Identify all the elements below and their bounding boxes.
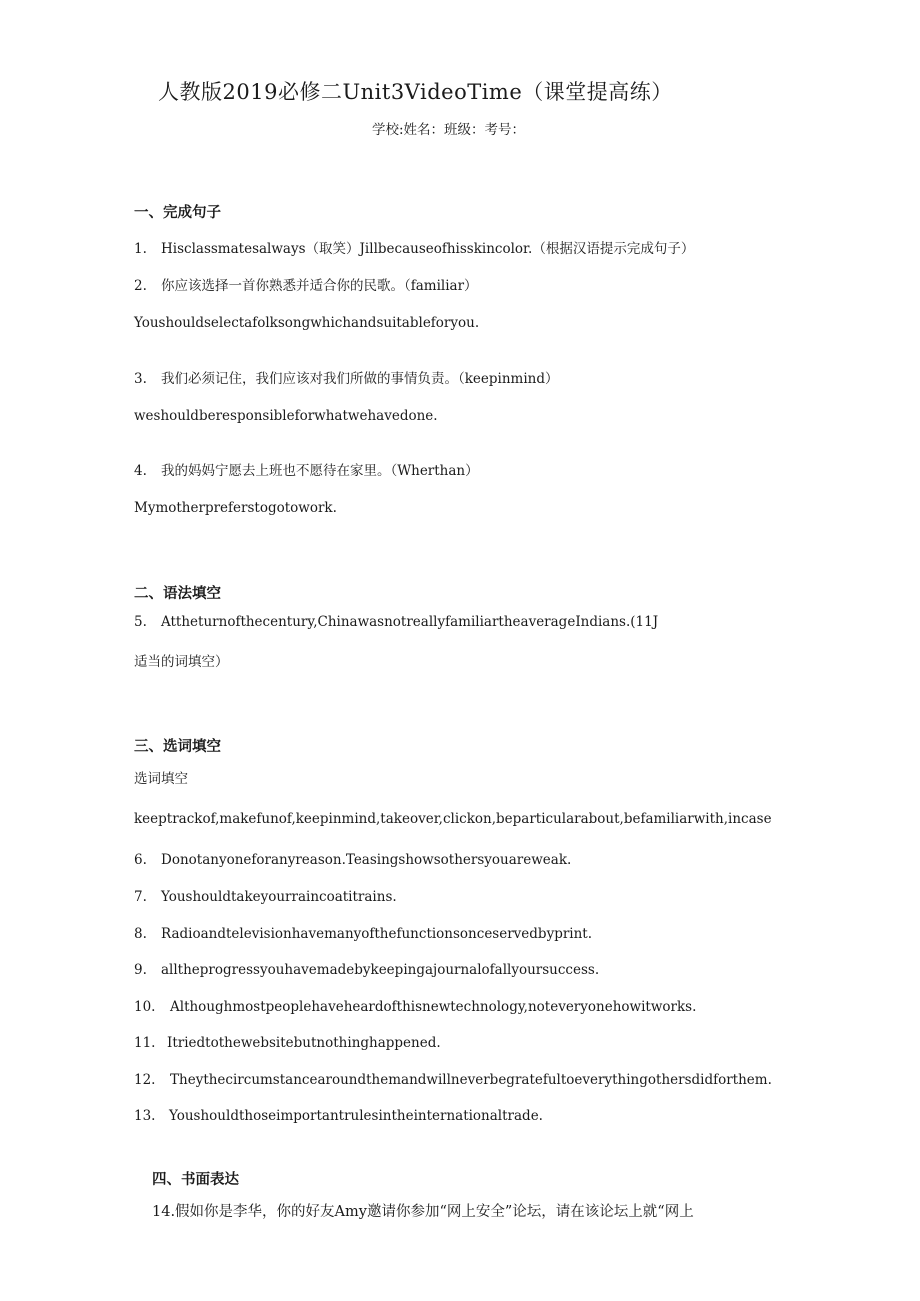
question-number: 3.	[134, 371, 147, 387]
question-13	[134, 1108, 543, 1124]
question-number: 4.	[134, 463, 147, 479]
answer-line-3: weshouldberesponsibleforwhatwehavedone.	[134, 408, 438, 424]
question-7	[134, 889, 397, 905]
question-number: 6.	[134, 852, 147, 868]
question-3	[134, 367, 559, 387]
question-number: 13.	[134, 1108, 156, 1124]
section-heading-1: 一、完成句子	[134, 205, 221, 221]
question-text: 我们必须记住，我们应该对我们所做的事情负责。（keepinmind）	[161, 371, 559, 387]
page-title: 人教版2019必修二Unit3VideoTime（课堂提高练）	[158, 80, 673, 104]
question-5	[134, 614, 658, 630]
question-text: Theythecircumstancearoundthemandwillneverbegratefultoeverythingothersdidforthem.	[170, 1072, 772, 1088]
question-2	[134, 274, 478, 294]
question-10	[134, 999, 696, 1015]
question-9	[134, 962, 599, 978]
question-text: Althoughmostpeoplehaveheardofthisnewtechnology,noteveryonehowitworks.	[170, 999, 697, 1015]
question-4	[134, 459, 479, 479]
section-instruction: 选词填空	[134, 771, 188, 787]
question-text: alltheprogressyouhavemadebykeepingajournalofallyoursuccess.	[161, 962, 600, 978]
question-text: Youshouldtakeyourraincoatitrains.	[161, 889, 397, 905]
question-text: Donotanyoneforanyreason.Teasingshowsothersyouareweak.	[161, 852, 572, 868]
question-14: 14.假如你是李华，你的好友Amy邀请你参加“网上安全”论坛，请在该论坛上就“网上	[152, 1204, 694, 1220]
question-text: Attheturnofthecentury,ChinawasnotreallyfamiliartheaverageIndians.(11J	[161, 614, 659, 630]
section-heading-4: 四、书面表达	[152, 1172, 239, 1188]
question-number: 11.	[134, 1035, 156, 1051]
question-8	[134, 926, 592, 942]
answer-line-4: Mymotherpreferstogotowork.	[134, 500, 337, 516]
answer-line-2: Youshouldselectafolksongwhichandsuitableforyou.	[134, 315, 480, 331]
question-6	[134, 852, 571, 868]
question-1	[134, 237, 694, 257]
question-text: Hisclassmatesalways（取笑）Jillbecauseofhisskincolor.（根据汉语提示完成句子）	[161, 241, 695, 257]
question-number: 1.	[134, 241, 147, 257]
question-number: 10.	[134, 999, 156, 1015]
question-text: Radioandtelevisionhavemanyofthefunctionsonceservedbyprint.	[161, 926, 593, 942]
question-text: Youshouldthoseimportantrulesintheinternationaltrade.	[169, 1108, 543, 1124]
student-info-line: 学校:姓名：班级：考号：	[372, 122, 526, 138]
question-number: 7.	[134, 889, 147, 905]
question-number: 12.	[134, 1072, 156, 1088]
question-text: 你应该选择一首你熟悉并适合你的民歌。（familiar）	[161, 278, 478, 294]
section-heading-2: 二、语法填空	[134, 586, 221, 602]
question-5-continued: 适当的词填空）	[134, 654, 229, 670]
question-number: 8.	[134, 926, 147, 942]
question-number: 9.	[134, 962, 147, 978]
question-12	[134, 1072, 772, 1088]
question-number: 5.	[134, 614, 147, 630]
question-text: 我的妈妈宁愿去上班也不愿待在家里。（Wherthan）	[161, 463, 479, 479]
question-number: 2.	[134, 278, 147, 294]
section-heading-3: 三、选词填空	[134, 739, 221, 755]
question-text: Itriedtothewebsitebutnothinghappened.	[167, 1035, 441, 1051]
word-bank: keeptrackof,makefunof,keepinmind,takeover,clickon,beparticularabout,befamiliarwith,incase	[134, 811, 772, 827]
question-11	[134, 1035, 441, 1051]
